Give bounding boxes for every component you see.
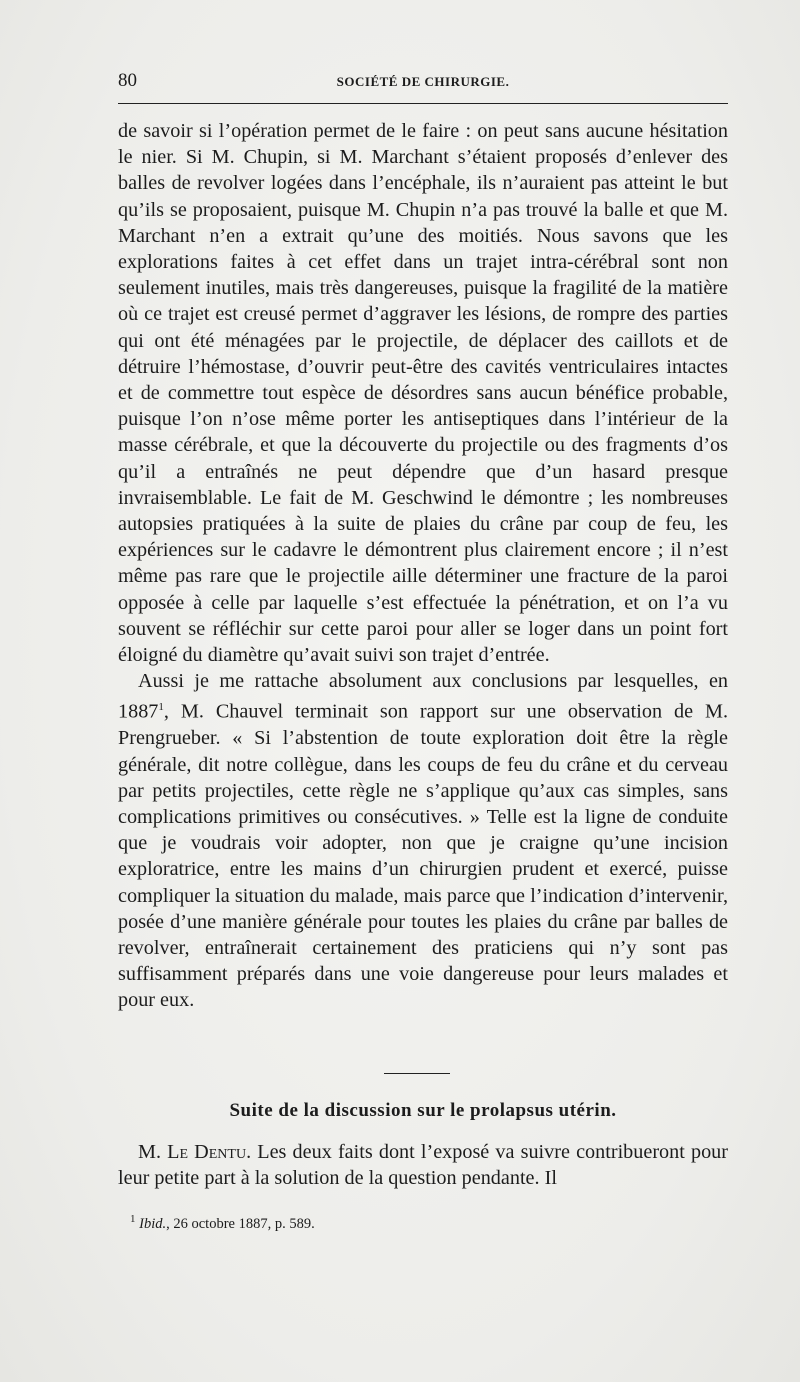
footnote-mark: 1: [130, 1213, 136, 1225]
section-paragraph-text: Les deux faits dont l’exposé va suivre contribueront pour leur petite part à la solution de la question pendante. Il: [118, 1141, 728, 1190]
footnote-title: Ibid.: [139, 1215, 167, 1232]
paragraph-1: de savoir si l’opération permet de le faire : on peut sans aucune hésitation le nier. Si M. Chupin, si M. Marchant s’étaient proposés d’enlever des balles de revolver logées dans l’encéphale, ils n’auraient pas atteint le but qu’ils se proposaient, puisque M. Chupin n’a pas trouvé la balle et que M. Marchant n’en a extrait qu’une des moitiés. Nous savons que les explorations faites à cet effet dans un trajet intra-cérébral sont non seulement inutiles, mais très dangereuses, puisque la fragilité de la matière où ce trajet est creusé permet d’aggraver les lésions, de rompre des parties qui ont été ménagées par le projectile, de déplacer des caillots et de détruire l’hémostase, d’ouvrir peut-être des cavités ventriculaires intactes et de commettre tout espèce de désordres sans aucun bénéfice probable, puisque l’on n’ose même porter les antiseptiques dans l’intérieur de la masse cérébrale, et que la découverte du projectile ou des fragments d’os qu’il a entraînés ne peut dépendre que d’un hasard presque invraisemblable. Le fait de M. Geschwind le démontre ; les nombreuses autopsies pratiquées à la suite de plaies du crâne par coup de feu, les expériences sur le cadavre le démontrent plus clairement encore ; il n’est même pas rare que le projectile aille déterminer une fracture de la paroi opposée à celle par laquelle s’est effectuée la pénétration, et on l’a vu souvent se réfléchir sur cette paroi pour aller se loger dans un point fort éloigné du diamètre qu’avait suivi son trajet d’entrée.: [118, 120, 728, 667]
footnote: [130, 1213, 730, 1233]
page-number: 80: [118, 70, 137, 91]
section-divider: [384, 1073, 450, 1074]
footnote-text: , 26 octobre 1887, p. 589.: [166, 1215, 315, 1232]
paragraph-2-start: Aussi je me rattache absolument aux conclusions par lesquelles, en 1887: [118, 670, 728, 724]
header-rule: [118, 103, 728, 104]
section-text: [118, 1139, 728, 1191]
section-heading: Suite de la discussion sur le prolapsus utérin.: [229, 1100, 617, 1121]
speaker-name: M. Le Dentu.: [138, 1141, 252, 1163]
footnote-reference: 1: [158, 701, 164, 714]
main-text: [118, 118, 728, 1014]
running-head: [118, 70, 728, 96]
paragraph-2-rest: , M. Chauvel terminait son rapport sur une observation de M. Prengrueber. « Si l’abstention de toute exploration doit être la règle générale, dit notre collègue, dans les coups de feu du crâne et du cerveau par petits projectiles, cette règle ne s’applique qu’aux cas simples, sans complications primitives ou consécutives. » Telle est la ligne de conduite que je voudrais voir adopter, non que je craigne qu’une incision exploratrice, entre les mains d’un chirurgien prudent et exercé, puisse compliquer la situation du malade, mais parce que l’indication d’intervenir, posée d’une manière générale pour toutes les plaies du crâne par balles de revolver, entraînerait certainement des praticiens qui n’y sont pas suffisamment préparés dans une voie dangereuse pour leurs malades et pour eux.: [118, 701, 728, 1012]
paragraph-2: [118, 668, 728, 1013]
section-paragraph: [118, 1139, 728, 1191]
journal-title: SOCIÉTÉ DE CHIRURGIE.: [336, 74, 510, 89]
